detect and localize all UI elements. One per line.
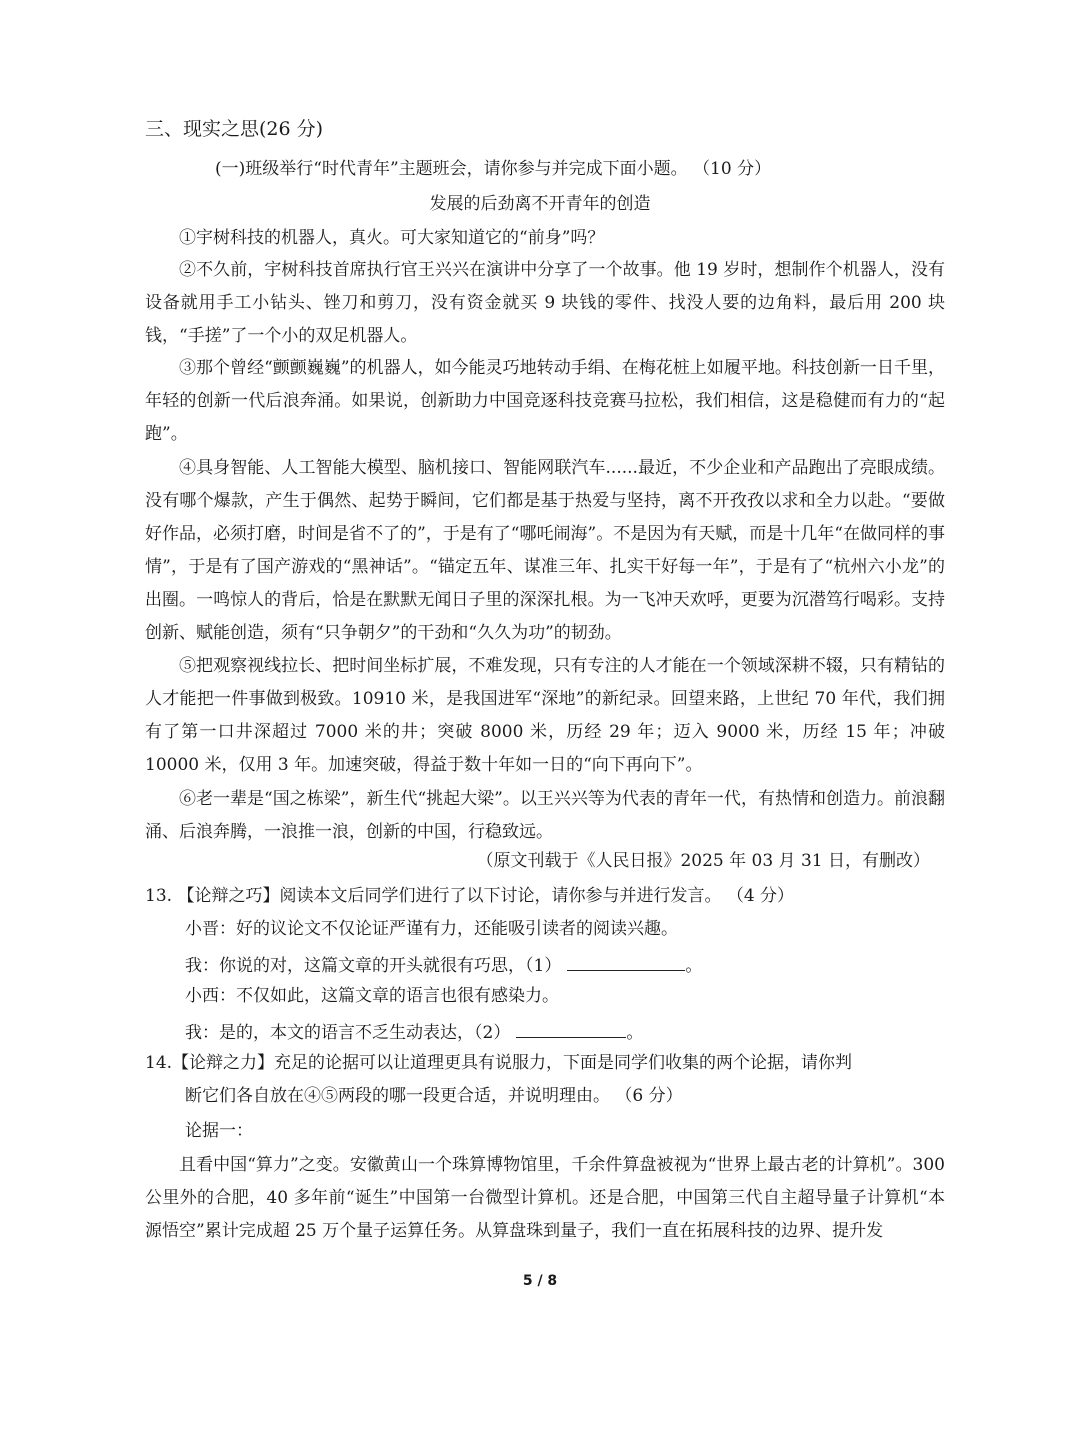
answer-blank-2[interactable]	[516, 1019, 626, 1038]
paragraph-6: ⑥老一辈是“国之栋梁”，新生代“挑起大梁”。以王兴兴等为代表的青年一代，有热情和创造力。前浪翻涌、后浪奔腾，一浪推一浪，创新的中国，行稳致远。	[145, 789, 945, 842]
paragraph-2: ②不久前，宇树科技首席执行官王兴兴在演讲中分享了一个故事。他 19 岁时，想制作个机器人，没有设备就用手工小钻头、锉刀和剪刀，没有资金就买 9 块钱的零件、找没人要的边角料，最后用 200 块钱，“手搓”了一个小的双足机器人。	[145, 260, 945, 346]
question-14-stem-1: 14.【论辩之力】充足的论据可以让道理更具有说服力，下面是同学们收集的两个论据，请你判	[145, 1053, 853, 1073]
q13-dialogue-xiaojin: 小晋：好的议论文不仅论证严谨有力，还能吸引读者的阅读兴趣。	[185, 919, 678, 939]
evidence-one-text: 且看中国“算力”之变。安徽黄山一个珠算博物馆里，千余件算盘被视为“世界上最古老的计算机”。300 公里外的合肥，40 多年前“诞生”中国第一台微型计算机。还是合肥，中国第三代自主超导量子计算机“本源悟空”累计完成超 25 万个量子运算任务。从算盘珠到量子，我们一直在拓展科技的边界、提升发	[145, 1155, 945, 1241]
article-title: 发展的后劲离不开青年的创造	[429, 194, 651, 214]
question-13-stem: 13. 【论辩之巧】阅读本文后同学们进行了以下讨论，请你参与并进行发言。 （4 分）	[145, 886, 795, 906]
paragraph-3: ③那个曾经“颤颤巍巍”的机器人，如今能灵巧地转动手绢、在梅花桩上如履平地。科技创新一日千里，年轻的创新一代后浪奔涌。如果说，创新助力中国竞逐科技竞赛马拉松，我们相信，这是稳健而有力的“起跑”。	[145, 358, 945, 444]
question-14-stem-2: 断它们各自放在④⑤两段的哪一段更合适，并说明理由。 （6 分）	[185, 1086, 683, 1106]
section-title: 三、现实之思(26 分)	[145, 118, 324, 140]
article-source: （原文刊载于《人民日报》2025 年 03 月 31 日，有删改）	[476, 851, 930, 871]
paragraph-1: ①宇树科技的机器人，真火。可大家知道它的“前身”吗？	[179, 228, 605, 248]
q13-dialogue-xiaoxi: 小西：不仅如此，这篇文章的语言也很有感染力。	[185, 986, 559, 1006]
paragraph-4: ④具身智能、人工智能大模型、脑机接口、智能网联汽车......最近，不少企业和产品跑出了亮眼成绩。没有哪个爆款，产生于偶然、起势于瞬间，它们都是基于热爱与坚持，离不开孜孜以求和全力以赴。“要做好作品，必须打磨，时间是省不了的”，于是有了“哪吒闹海”。不是因为有天赋，而是十几年“在做同样的事情”，于是有了国产游戏的“黑神话”。“锚定五年、谋准三年、扎实干好每一年”，于是有了“杭州六小龙”的出圈。一鸣惊人的背后，恰是在默默无闻日子里的深深扎根。为一飞冲天欢呼，更要为沉潜笃行喝彩。支持创新、赋能创造，须有“只争朝夕”的干劲和“久久为功”的韧劲。	[145, 458, 945, 643]
subsection-heading: (一)班级举行“时代青年”主题班会，请你参与并完成下面小题。 （10 分）	[215, 159, 772, 179]
q13-dialogue-me-2: 我：是的，本文的语言不乏生动表达，（2） 。	[185, 1019, 643, 1044]
evidence-label: 论据一：	[185, 1121, 253, 1141]
paragraph-5: ⑤把观察视线拉长、把时间坐标扩展，不难发现，只有专注的人才能在一个领域深耕不辍，只有精钻的人才能把一件事做到极致。10910 米，是我国进军“深地”的新纪录。回望来路，上世纪 70 年代，我们拥有了第一口井深超过 7000 米的井；突破 8000 米，历经 29 年；迈入 9000 米，历经 15 年；冲破 10000 米，仅用 3 年。加速突破，得益于数十年如一日的“向下再向下”。	[145, 656, 945, 775]
answer-blank-1[interactable]	[567, 952, 685, 971]
q13-dialogue-me-1: 我：你说的对，这篇文章的开头就很有巧思，（1） 。	[185, 952, 702, 977]
page-number: 5 / 8	[522, 1273, 558, 1289]
